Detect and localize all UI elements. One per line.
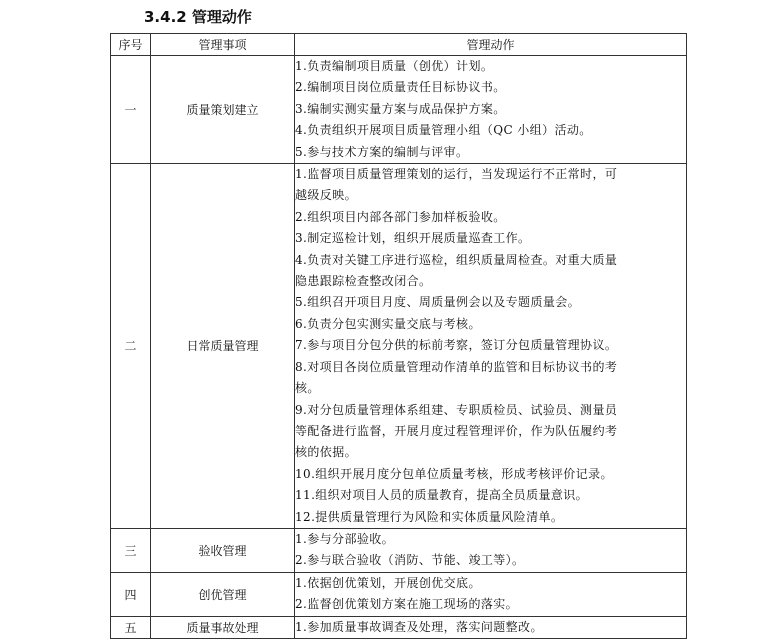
action-line: 越级反映。 (295, 188, 358, 203)
row-number: 二 (111, 164, 151, 529)
action-line: 9.对分包质量管理体系组建、专职质检员、试验员、测量员 (295, 402, 618, 417)
action-line: 7.参与项目分包分供的标前考察，签订分包质量管理协议。 (295, 338, 618, 353)
table-row (111, 528, 687, 572)
management-item: 验收管理 (151, 528, 295, 572)
action-line: 核。 (295, 381, 320, 396)
action-line: 3.编制实测实量方案与成品保护方案。 (295, 101, 506, 116)
table-header-row (111, 34, 687, 56)
action-line: 3.制定巡检计划，组织开展质量巡查工作。 (295, 231, 531, 246)
management-actions-cell (295, 616, 687, 638)
management-actions-cell (295, 572, 687, 616)
action-line: 2.监督创优策划方案在施工现场的落实。 (295, 597, 519, 612)
management-item: 日常质量管理 (151, 164, 295, 529)
management-item: 质量事故处理 (151, 616, 295, 638)
management-actions-cell (295, 528, 687, 572)
row-number: 一 (111, 56, 151, 164)
action-line: 10.组织开展月度分包单位质量考核，形成考核评价记录。 (295, 466, 613, 481)
row-number: 四 (111, 572, 151, 616)
action-line: 1.依据创优策划，开展创优交底。 (295, 575, 481, 590)
table-row (111, 616, 687, 638)
action-line: 等配备进行监督，开展月度过程管理评价，作为队伍履约考 (295, 423, 618, 438)
management-item: 质量策划建立 (151, 56, 295, 164)
action-line: 1.监督项目质量管理策划的运行，当发现运行不正常时，可 (295, 167, 618, 182)
action-line: 2.参与联合验收（消防、节能、竣工等）。 (295, 553, 525, 568)
management-item: 创优管理 (151, 572, 295, 616)
management-actions-table (110, 33, 687, 639)
action-line: 2.组织项目内部各部门参加样板验收。 (295, 209, 506, 224)
action-line: 6.负责分包实测实量交底与考核。 (295, 316, 481, 331)
action-line: 5.组织召开项目月度、周质量例会以及专题质量会。 (295, 295, 581, 310)
table-row (111, 56, 687, 164)
action-line: 1.参与分部验收。 (295, 531, 395, 546)
action-line: 核的依据。 (295, 445, 358, 460)
action-line: 4.负责组织开展项目质量管理小组（QC 小组）活动。 (295, 123, 592, 138)
section-title: 3.4.2 管理动作 (144, 8, 252, 26)
action-line: 5.参与技术方案的编制与评审。 (295, 144, 469, 159)
table-row (111, 572, 687, 616)
row-number: 五 (111, 616, 151, 638)
action-line: 2.编制项目岗位质量责任目标协议书。 (295, 80, 506, 95)
action-line: 隐患跟踪检查整改闭合。 (295, 274, 432, 289)
action-line: 8.对项目各岗位质量管理动作清单的监管和目标协议书的考 (295, 359, 618, 374)
action-line: 1.负责编制项目质量（创优）计划。 (295, 59, 494, 73)
header-actions: 管理动作 (295, 34, 687, 56)
management-actions-cell (295, 164, 687, 529)
row-number: 三 (111, 528, 151, 572)
table-row (111, 164, 687, 529)
management-actions-cell (295, 56, 687, 164)
header-no: 序号 (111, 34, 151, 56)
action-line: 4.负责对关键工序进行巡检，组织质量周检查。对重大质量 (295, 252, 618, 267)
header-item: 管理事项 (151, 34, 295, 56)
action-line: 11.组织对项目人员的质量教育，提高全员质量意识。 (295, 488, 589, 503)
action-line: 1.参加质量事故调查及处理，落实问题整改。 (295, 619, 543, 634)
action-line: 12.提供质量管理行为风险和实体质量风险清单。 (295, 509, 564, 524)
